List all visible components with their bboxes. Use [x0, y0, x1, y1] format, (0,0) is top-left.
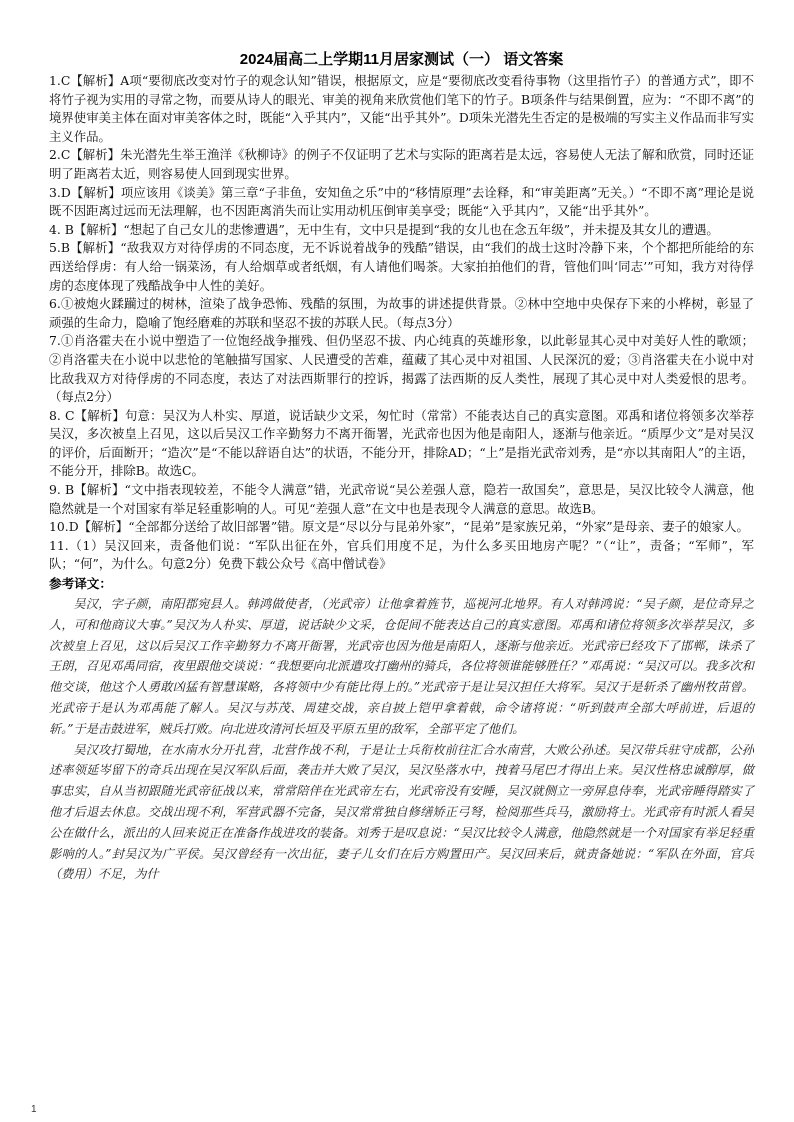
answer-item-10: 10.D【解析】“全部都分送给了故旧部署”错。原文是“尽以分与昆弟外家”，“昆弟”是家族兄弟，“外家”是母亲、妻子的娘家人。	[49, 519, 749, 535]
translation-paragraph-1: 吴汉，字子颜，南阳郡宛县人。韩鸿做使者，（光武帝）让他拿着旌节，巡视河北地界。有人对韩鸿说：“吴子颜，是位奇异之人，可和他商议大事。”吴汉为人朴实、厚道，说话缺少文采，仓促间不能表达自己的真实意图。邓禹和诸位将领多次举荐吴汉，多次被皇上召见，这以后吴汉工作辛勤努力不离开衙署，光武帝也因为他是南阳人，逐渐与他亲近。光武帝已经攻下了邯郸，诛杀了王朗，召见邓禹同宿，夜里跟他交谈说：“我想要向北派遣攻打幽州的骑兵，各位将领谁能够胜任？”邓禹说：“吴汉可以。我多次和他交谈，他这个人勇敢凶猛有智慧谋略，各将领中少有能比得上的。”光武帝于是让吴汉担任大将军。吴汉于是斩杀了幽州牧苗曾。光武帝于是认为邓禹能了解人。吴汉与苏茂、周建交战，亲自披上铠甲拿着戟，命令诸将说：“听到鼓声全部大呼前进，后退的斩。”于是击鼓进军，贼兵打败。向北进攻清河长垣及平原五里的敌军，全部平定了他们。	[49, 597, 754, 736]
answer-item-9: 9. B【解析】“文中指表现较差，不能令人满意”错，光武帝说“吴公差强人意，隐若一敌国矣”，意思是，吴汉比较令人满意，他隐然就是一个对国家有举足轻重影响的人。可见“差强人意”在文中也是表现令人满意的意思。故选B。	[49, 482, 754, 516]
reference-translation-heading: 参考译文：	[49, 576, 112, 592]
answer-item-4: 4. B【解析】“想起了自己女儿的悲惨遭遇”，无中生有，文中只是提到“我的女儿也在念五年级”，并未提及其女儿的遭遇。	[49, 221, 719, 237]
answer-item-11: 11.（1）吴汉回来，责备他们说：“军队出征在外，官兵们用度不足，为什么多买田地房产呢？”（“让”，责备；“军师”，军队；“何”，为什么。句意2分）免费下载公众号《高中僧试卷》	[49, 537, 754, 572]
answer-item-6: 6.①被炮火蹂躏过的树林，渲染了战争恐怖、残酷的氛围，为故事的讲述提供背景。②林中空地中央保存下来的小桦树，彰显了顽强的生命力，隐喻了饱经磨难的苏联和坚忍不拔的苏联人民。（每点3分）	[49, 296, 754, 330]
document-title: 2024届高二上学期11月居家测试（一） 语文答案	[239, 51, 564, 68]
answer-item-8: 8. C【解析】句意：吴汉为人朴实、厚道，说话缺少文采，匆忙时（常常）不能表达自己的真实意图。邓禹和诸位将领多次举荐吴汉，多次被皇上召见，这以后吴汉工作辛勤努力不离开衙署，光武帝也因为他是南阳人，逐渐与他亲近。“质厚少文”是对吴汉的评价，后面断开；“造次”是“不能以辞语自达”的状语，不能分开，排除AD；“上”是指光武帝刘秀，是“亦以其南阳人”的主语，不能分开，排除B。故选C。	[49, 407, 754, 479]
answer-item-5: 5.B【解析】“敌我双方对待俘虏的不同态度，无不诉说着战争的残酷”错误，由“我们的战士这时冷静下来，个个都把所能给的东西送给俘虏：有人给一锅菜汤，有人给烟草或者纸烟，有人请他们喝茶。大家拍拍他们的背，管他们叫‘同志’”可知，我方对待俘虏的态度体现了残酷战争中人性的美好。	[49, 240, 754, 293]
translation-paragraph-2: 吴汉攻打蜀地，在水南水分开扎营，北营作战不利，于是让士兵衔枚前往汇合水南营，大败公孙述。吴汉带兵驻守成都，公孙述率领延岑留下的奇兵出现在吴汉军队后面，袭击并大败了吴汉，吴汉坠落水中，拽着马尾巴才得出上来。吴汉性格忠诚醇厚，做事忠实，自从当初跟随光武帝征战以来，常常陪伴在光武帝左右，光武帝没有安睡，吴汉就侧立一旁屏息侍奉，光武帝睡得踏实了他才后退去休息。交战出现不利，军营武器不完备，吴汉常常独自修缮矫正弓弩，检阅那些兵马，激励将士。光武帝有时派人看吴公在做什么，派出的人回来说正在准备作战进攻的装备。刘秀于是叹息说：“吴汉比较令人满意，他隐然就是一个对国家有举足轻重影响的人。”封吴汉为广平侯。吴汉曾经有一次出征，妻子儿女们在后方购置田产。吴汉回来后，就责备她说：“军队在外面，官兵（费用）不足，为什	[49, 742, 754, 882]
answer-item-1: 1.C【解析】A项“要彻底改变对竹子的观念认知”错误，根据原文，应是“要彻底改变看待事物（这里指竹子）的普通方式”，即不将竹子视为实用的寻常之物，而要从诗人的眼光、审美的视角来欣赏他们笔下的竹子。B项条件与结果倒置，应为：“不即不离”的境界使审美主体在面对审美客体之时，既能“入乎其内”，又能“出乎其外”。D项朱光潜先生否定的是极端的写实主义作品而非写实主义作品。	[49, 73, 754, 144]
document-body	[49, 50, 754, 885]
answer-item-2: 2.C【解析】朱光潜先生举王渔洋《秋柳诗》的例子不仅证明了艺术与实际的距离若是太远，容易使人无法了解和欣赏，同时还证明了距离若太近，则容易使人回到现实世界。	[49, 147, 754, 181]
answer-item-3: 3.D【解析】项应该用《谈美》第三章“子非鱼，安知鱼之乐”中的“移情原理”去诠释，和“审美距离”无关。）“不即不离”理论是说既不因距离过远而无法理解，也不因距离消失而让实用动机压倒审美享受；既能“入乎其内”，又能“出乎其外”。	[49, 184, 754, 219]
page-number: 1	[31, 1104, 37, 1115]
answer-item-7: 7.①肖洛霍夫在小说中塑造了一位饱经战争摧残、但仍坚忍不拔、内心纯真的英雄形象，以此彰显其心灵中对美好人性的歌颂；②肖洛霍夫在小说中以悲怆的笔触描写国家、人民遭受的苦难，蕴藏了其心灵中对祖国、人民深沉的爱；③肖洛霍夫在小说中对比敌我双方对待俘虏的不同态度，表达了对法西斯罪行的控诉，揭露了法西斯的反人类性，展现了其心灵中对人类爱恨的思考。（每点2分）	[49, 333, 754, 405]
